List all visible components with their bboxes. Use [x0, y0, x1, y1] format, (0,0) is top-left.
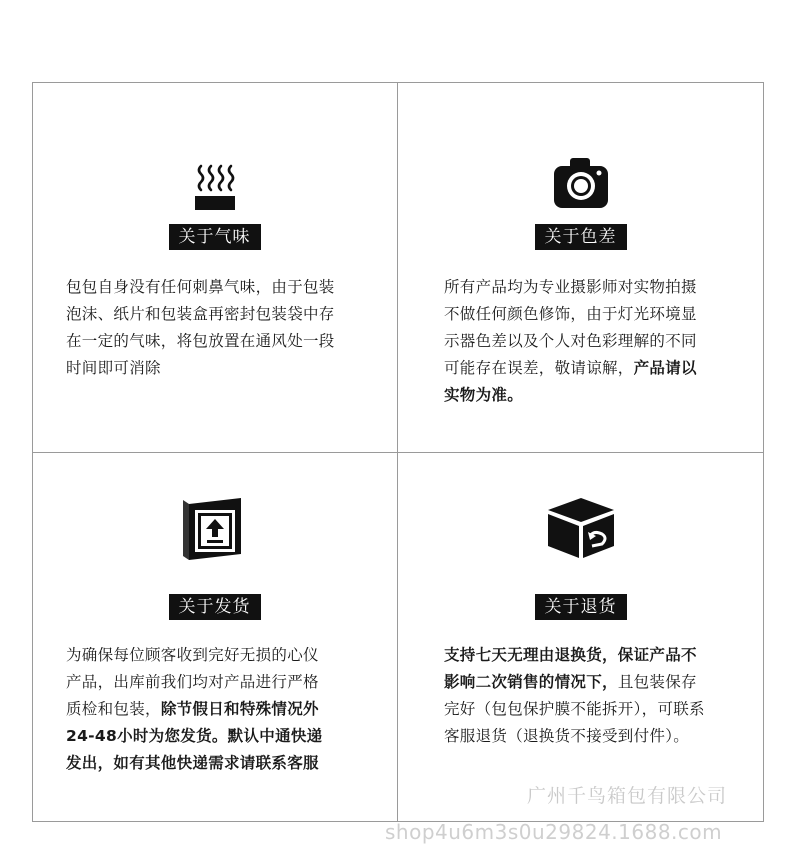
company-watermark: 广州千鸟箱包有限公司 — [527, 785, 728, 807]
odor-description: 包包自身没有任何刺鼻气味，由于包装 泡沫、纸片和包装盒再密封包装袋中存 在一定的气味，将包放置在通风处一段 时间即可消除 — [66, 278, 335, 377]
shop-url-watermark: shop4u6m3s0u29824.1688.com — [385, 820, 723, 844]
shipping-box-icon — [32, 496, 397, 562]
return-box-icon — [398, 496, 763, 560]
color-difference-title: 关于色差 — [535, 224, 627, 250]
return-description — [444, 642, 744, 750]
shipping-section — [32, 452, 397, 822]
return-title: 关于退货 — [535, 594, 627, 620]
color-difference-description — [444, 274, 744, 409]
color-difference-section — [398, 82, 763, 452]
odor-title: 关于气味 — [169, 224, 261, 250]
color-difference-text: 所有产品均为专业摄影师对实物拍摄 不做任何颜色修饰，由于灯光环境显 示器色差以及个人对色彩理解的不同 可能存在误差，敬请谅解， — [444, 278, 697, 377]
return-section — [398, 452, 763, 822]
camera-icon — [398, 156, 763, 210]
return-emphasis: 支持七天无理由退换货，保证产品不 影响二次销售的情况下， — [444, 646, 697, 691]
shipping-emphasis: 除节假日和特殊情况外 24-48小时为您发货。默认中通快递 发出，如有其他快递需求请联系客服 — [66, 700, 323, 772]
shipping-text: 为确保每位顾客收到完好无损的心仪 产品，出库前我们均对产品进行严格 质检和包装， — [66, 646, 319, 718]
odor-section — [32, 82, 397, 452]
shipping-description — [66, 642, 376, 777]
color-difference-emphasis: 产品请以 实物为准。 — [444, 359, 697, 404]
odor-icon — [32, 162, 397, 212]
shipping-title: 关于发货 — [169, 594, 261, 620]
return-text: 且包装保存 完好（包包保护膜不能拆开），可联系 客服退货（退换货不接受到付件）。 — [444, 673, 705, 745]
